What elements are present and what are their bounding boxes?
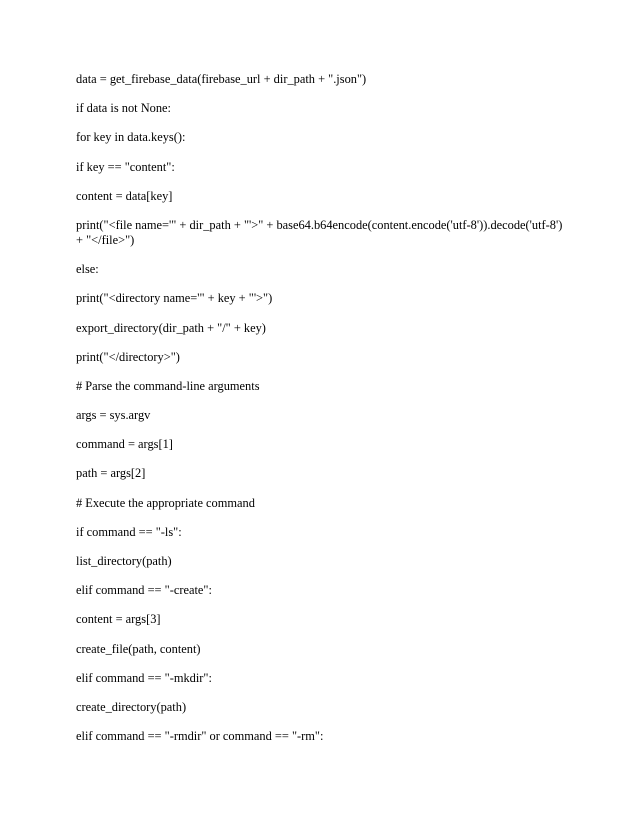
text-line: print("<file name='" + dir_path + "'>" + base64.b64encode(content.encode('utf-8')).decode('utf-8') + "</file>") <box>76 217 566 247</box>
code-text-body <box>76 72 566 758</box>
text-line: data = get_firebase_data(firebase_url + dir_path + ".json") <box>76 72 367 86</box>
text-line: elif command == "-rmdir" or command == "-rm": <box>76 729 324 744</box>
text-line: content = args[3] <box>76 612 161 627</box>
text-line: if data is not None: <box>76 101 171 116</box>
text-line: export_directory(dir_path + "/" + key) <box>76 320 266 335</box>
text-line: create_directory(path) <box>76 699 187 714</box>
text-line: create_file(path, content) <box>76 641 201 656</box>
text-line: elif command == "-mkdir": <box>76 670 212 685</box>
text-line: command = args[1] <box>76 437 173 452</box>
text-line: if command == "-ls": <box>76 524 182 539</box>
text-line: # Parse the command-line arguments <box>76 378 260 393</box>
text-line: # Execute the appropriate command <box>76 495 255 510</box>
text-line: args = sys.argv <box>76 408 151 423</box>
text-line: content = data[key] <box>76 188 173 203</box>
text-line: list_directory(path) <box>76 554 172 568</box>
text-line: print("</directory>") <box>76 349 180 364</box>
text-line: else: <box>76 262 99 277</box>
text-line: elif command == "-create": <box>76 583 212 598</box>
text-line: for key in data.keys(): <box>76 130 186 145</box>
text-line: if key == "content": <box>76 159 175 174</box>
text-line: print("<directory name='" + key + "'>") <box>76 291 273 306</box>
text-line: path = args[2] <box>76 466 146 481</box>
